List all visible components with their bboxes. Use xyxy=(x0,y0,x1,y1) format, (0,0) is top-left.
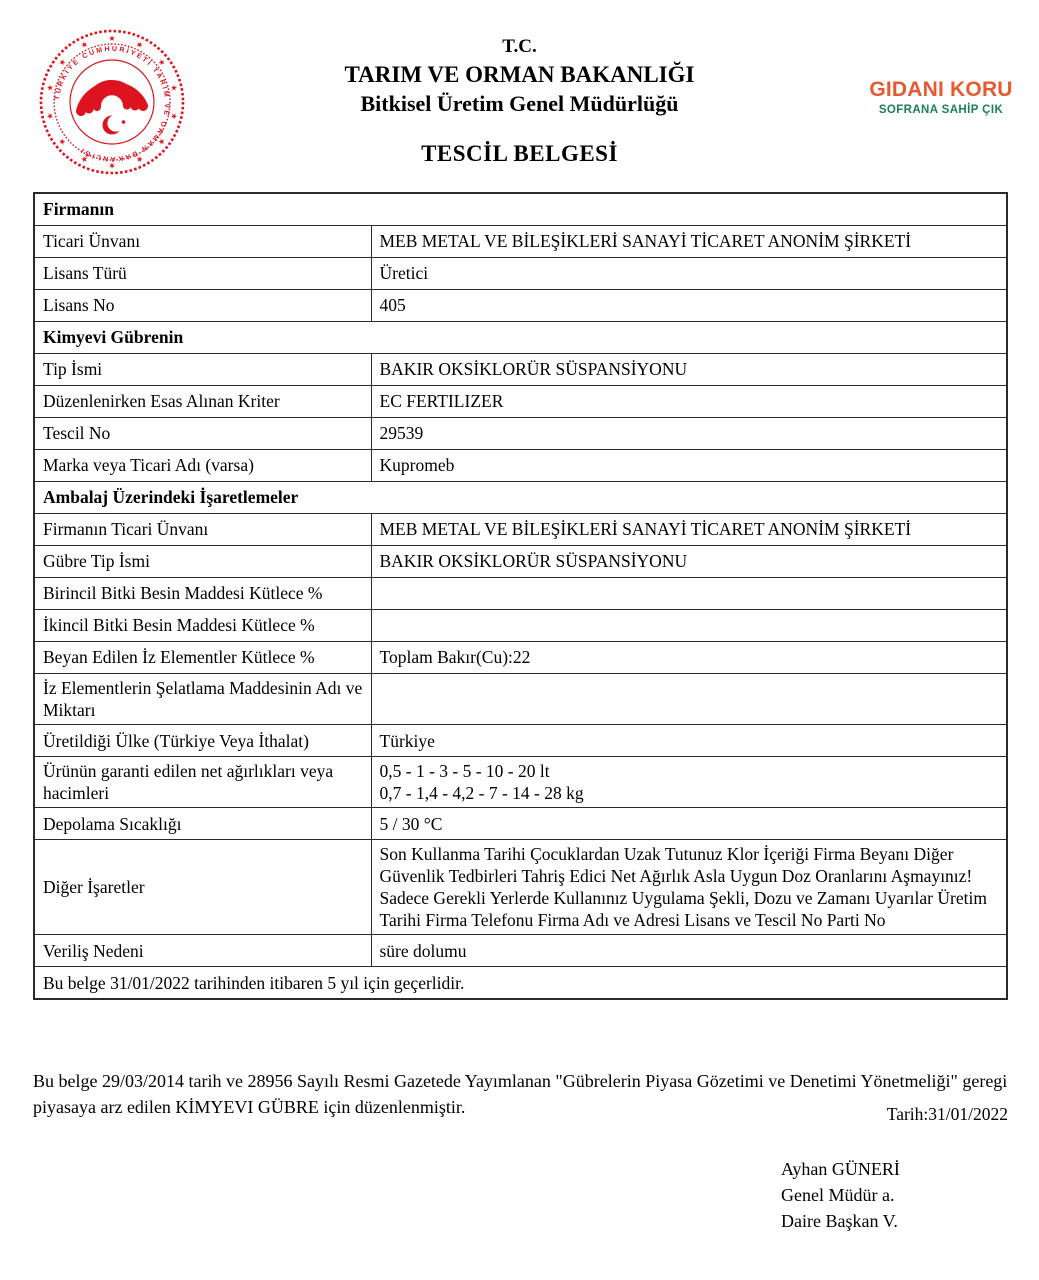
table-row xyxy=(34,418,1007,450)
document-title: TESCİL BELGESİ xyxy=(421,141,618,167)
svg-text:★: ★ xyxy=(155,56,168,69)
table-row xyxy=(34,578,1007,610)
table-row xyxy=(34,935,1007,967)
svg-text:★: ★ xyxy=(44,111,56,121)
table-row xyxy=(34,386,1007,418)
row-label: Ürünün garanti edilen net ağırlıkları veya hacimleri xyxy=(34,757,371,808)
row-label: Gübre Tip İsmi xyxy=(34,546,371,578)
registration-table xyxy=(33,192,1008,1000)
signer-title-1: Genel Müdür a. xyxy=(781,1185,895,1205)
section-header: Ambalaj Üzerindeki İşaretlemeler xyxy=(34,482,1007,514)
row-label: Firmanın Ticari Ünvanı xyxy=(34,514,371,546)
row-label: Tescil No xyxy=(34,418,371,450)
svg-text:★: ★ xyxy=(155,135,168,148)
row-value: Son Kullanma Tarihi Çocuklardan Uzak Tutunuz Klor İçeriği Firma Beyanı Diğer Güvenlik Tedbirleri Tahriş Edici Net Ağırlık Asla Uygun Doz Oranlarını Aşmayınız! Sadece Gerekli Yerlerde Kullanınız Uygulama Şekli, Dozu ve Zamanı Uyarılar Üretim Tarihi Firma Telefonu Firma Adı ve Adresi Lisans ve Tescil No Parti No xyxy=(371,840,1007,935)
svg-text:★: ★ xyxy=(168,83,180,93)
signer-name: Ayhan GÜNERİ xyxy=(781,1159,900,1179)
seal-ring-text: TÜRKİYE CUMHURİYETİ TARIM VE ORMAN BAKANLIĞI xyxy=(54,45,171,162)
row-value: Üretici xyxy=(371,258,1007,290)
row-label: Üretildiği Ülke (Türkiye Veya İthalat) xyxy=(34,725,371,757)
table-row xyxy=(34,226,1007,258)
svg-text:★: ★ xyxy=(108,161,116,170)
signature-block xyxy=(781,1156,900,1234)
row-value: BAKIR OKSİKLORÜR SÜSPANSİYONU xyxy=(371,354,1007,386)
row-value: EC FERTILIZER xyxy=(371,386,1007,418)
row-label: Depolama Sıcaklığı xyxy=(34,808,371,840)
row-value: MEB METAL VE BİLEŞİKLERİ SANAYİ TİCARET ANONİM ŞİRKETİ xyxy=(371,514,1007,546)
row-value: Kupromeb xyxy=(371,450,1007,482)
row-value: Toplam Bakır(Cu):22 xyxy=(371,642,1007,674)
row-label: Veriliş Nedeni xyxy=(34,935,371,967)
row-label: Birincil Bitki Besin Maddesi Kütlece % xyxy=(34,578,371,610)
svg-text:★: ★ xyxy=(56,135,69,148)
table-row xyxy=(34,258,1007,290)
row-value: 5 / 30 °C xyxy=(371,808,1007,840)
table-row xyxy=(34,757,1007,808)
regulation-note: Bu belge 29/03/2014 tarih ve 28956 Sayılı Resmi Gazetede Yayımlanan "Gübrelerin Piyasa Gözetimi ve Denetimi Yönetmeliği" geregi piyasaya arz edilen KİMYEVI GÜBRE için düzenlenmiştir. xyxy=(33,1071,1008,1117)
row-value: MEB METAL VE BİLEŞİKLERİ SANAYİ TİCARET ANONİM ŞİRKETİ xyxy=(371,226,1007,258)
row-label: İz Elementlerin Şelatlama Maddesinin Adı ve Miktarı xyxy=(34,674,371,725)
gidani-koru-logo xyxy=(866,78,1016,116)
svg-text:★: ★ xyxy=(134,153,145,165)
row-value xyxy=(371,757,1007,808)
brand-primary-text: GIDANI KORU xyxy=(869,78,1013,101)
svg-text:★: ★ xyxy=(108,34,116,43)
row-label: Lisans No xyxy=(34,290,371,322)
row-label: Tip İsmi xyxy=(34,354,371,386)
table-row xyxy=(34,642,1007,674)
row-label: İkincil Bitki Besin Maddesi Kütlece % xyxy=(34,610,371,642)
section-row xyxy=(34,322,1007,354)
table-row xyxy=(34,808,1007,840)
svg-text:★: ★ xyxy=(79,39,90,51)
table-row xyxy=(34,840,1007,935)
svg-text:★: ★ xyxy=(79,153,90,165)
section-row xyxy=(34,482,1007,514)
row-label: Düzenlenirken Esas Alınan Kriter xyxy=(34,386,371,418)
table-row xyxy=(34,290,1007,322)
validity-note: Bu belge 31/01/2022 tarihinden itibaren 5 yıl için geçerlidir. xyxy=(34,967,1007,1000)
country-abbrev: T.C. xyxy=(502,36,537,57)
row-value: süre dolumu xyxy=(371,935,1007,967)
department-name: Bitkisel Üretim Genel Müdürlüğü xyxy=(360,90,679,116)
brand-secondary-text: SOFRANA SAHİP ÇIK xyxy=(878,104,1004,116)
row-value: 29539 xyxy=(371,418,1007,450)
table-row xyxy=(34,610,1007,642)
row-label: Beyan Edilen İz Elementler Kütlece % xyxy=(34,642,371,674)
section-row xyxy=(34,193,1007,226)
row-value: BAKIR OKSİKLORÜR SÜSPANSİYONU xyxy=(371,546,1007,578)
row-value: 405 xyxy=(371,290,1007,322)
svg-text:★: ★ xyxy=(134,39,145,51)
table-row xyxy=(34,514,1007,546)
ministry-name: TARIM VE ORMAN BAKANLIĞI xyxy=(344,62,695,88)
svg-text:★: ★ xyxy=(168,111,180,121)
signer-title-2: Daire Başkan V. xyxy=(781,1211,898,1231)
svg-text:★: ★ xyxy=(56,56,69,69)
table-row xyxy=(34,674,1007,725)
validity-row xyxy=(34,967,1007,1000)
section-header: Kimyevi Gübrenin xyxy=(34,322,1007,354)
row-label: Marka veya Ticari Adı (varsa) xyxy=(34,450,371,482)
svg-text:★: ★ xyxy=(44,83,56,93)
table-row xyxy=(34,450,1007,482)
row-value xyxy=(371,674,1007,725)
row-value xyxy=(371,578,1007,610)
table-row xyxy=(34,725,1007,757)
row-label: Lisans Türü xyxy=(34,258,371,290)
row-label: Diğer İşaretler xyxy=(34,840,371,935)
row-value-line: 0,7 - 1,4 - 4,2 - 7 - 14 - 28 kg xyxy=(379,783,584,804)
row-value xyxy=(371,610,1007,642)
section-header: Firmanın xyxy=(34,193,1007,226)
row-label: Ticari Ünvanı xyxy=(34,226,371,258)
table-row xyxy=(34,546,1007,578)
row-value-line: 0,5 - 1 - 3 - 5 - 10 - 20 lt xyxy=(379,761,550,782)
row-value: Türkiye xyxy=(371,725,1007,757)
registration-table-body xyxy=(34,193,1007,999)
table-row xyxy=(34,354,1007,386)
issue-date: Tarih:31/01/2022 xyxy=(886,1104,1008,1124)
